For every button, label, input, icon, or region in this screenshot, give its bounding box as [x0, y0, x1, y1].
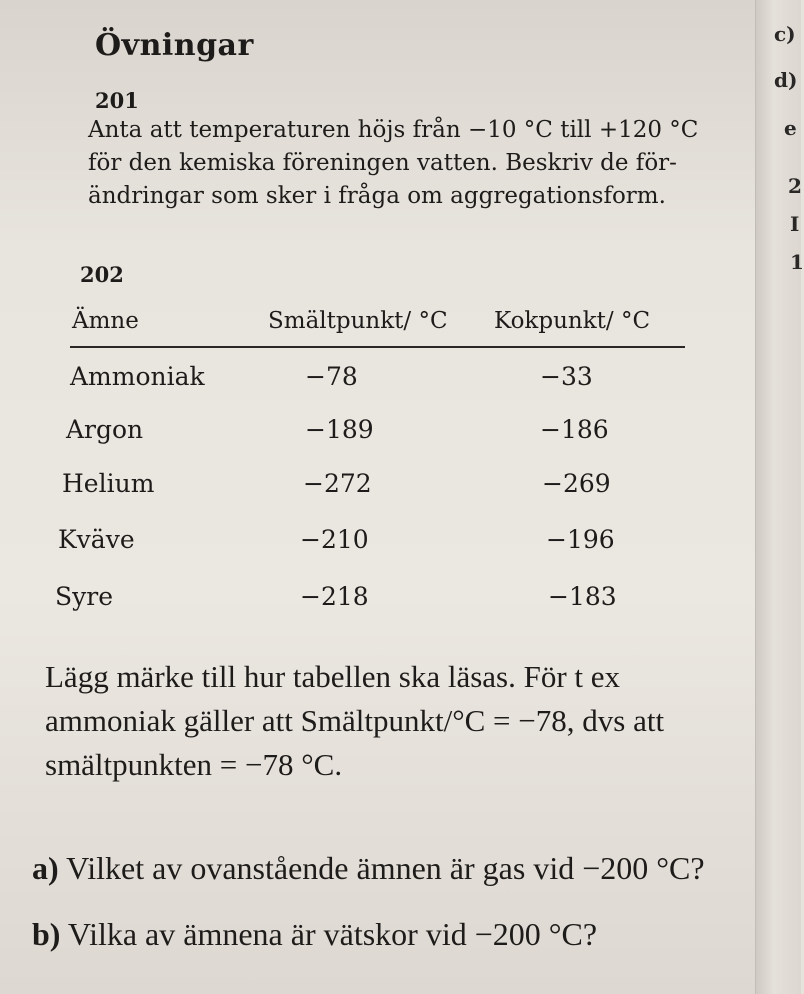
- table-row: [0, 582, 760, 622]
- cell-substance: Kväve: [58, 525, 135, 554]
- table-row: [0, 415, 760, 455]
- cell-boiling: −33: [540, 362, 593, 391]
- question-label: b): [32, 916, 61, 952]
- margin-letter: c): [774, 22, 796, 46]
- cell-substance: Argon: [66, 415, 144, 444]
- table-header-melting: Smältpunkt/ °C: [268, 308, 448, 334]
- question-label: a): [32, 850, 59, 886]
- cell-melting: −210: [300, 525, 369, 554]
- question-a: [32, 850, 705, 887]
- reading-note: [45, 655, 785, 787]
- question-text: Vilket av ovanstående ämnen är gas vid −200 °C?: [66, 850, 705, 886]
- exercise-201-number: 201: [95, 88, 139, 113]
- cell-boiling: −196: [546, 525, 615, 554]
- table-divider: [70, 346, 685, 348]
- cell-substance: Ammoniak: [70, 362, 205, 391]
- table-row: [0, 525, 760, 565]
- table-header-boiling: Kokpunkt/ °C: [494, 308, 651, 334]
- table-row: [0, 469, 760, 509]
- table-row: [0, 362, 760, 402]
- page-title: Övningar: [95, 28, 254, 63]
- exercise-201-line: ändringar som sker i fråga om aggregationsform.: [88, 183, 666, 209]
- question-b: [32, 916, 597, 953]
- question-text: Vilka av ämnena är vätskor vid −200 °C?: [67, 916, 598, 952]
- exercise-201-line: för den kemiska föreningen vatten. Beskriv de för-: [88, 150, 677, 176]
- cell-boiling: −183: [548, 582, 617, 611]
- cell-melting: −272: [303, 469, 372, 498]
- exercise-201-line: Anta att temperaturen höjs från −10 °C till +120 °C: [88, 117, 699, 143]
- cell-boiling: −186: [540, 415, 609, 444]
- note-line: Lägg märke till hur tabellen ska läsas. För t ex: [45, 659, 621, 694]
- note-line: ammoniak gäller att Smältpunkt/°C = −78, dvs att: [45, 703, 665, 738]
- exercise-202-number: 202: [80, 262, 124, 287]
- cell-boiling: −269: [542, 469, 611, 498]
- cell-melting: −218: [300, 582, 369, 611]
- margin-letter: e: [784, 116, 797, 140]
- cell-melting: −78: [305, 362, 358, 391]
- table-header-substance: Ämne: [72, 308, 139, 334]
- margin-letter: 2: [788, 174, 802, 198]
- exercise-201-text: [88, 114, 748, 213]
- margin-letter: d): [774, 68, 798, 92]
- cell-melting: −189: [305, 415, 374, 444]
- cell-substance: Helium: [62, 469, 155, 498]
- cell-substance: Syre: [55, 582, 113, 611]
- margin-letter: 1: [790, 250, 804, 274]
- note-line: smältpunkten = −78 °C.: [45, 747, 343, 782]
- next-page-edge: [755, 0, 804, 994]
- margin-letter: I: [790, 212, 800, 236]
